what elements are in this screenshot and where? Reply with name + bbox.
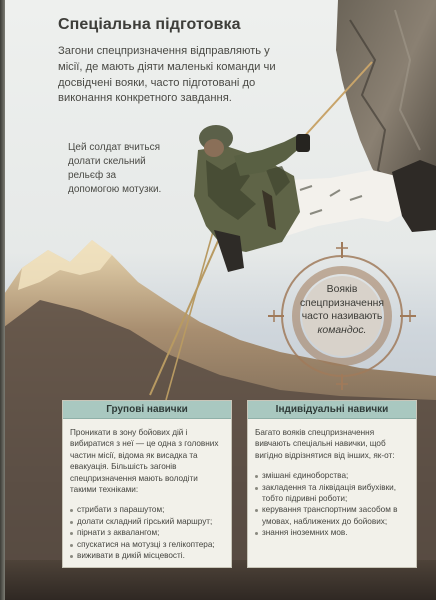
list-item: знання іноземних мов. [255,527,409,538]
callout-circle [272,250,412,360]
callout-line-3: часто називають [301,311,383,322]
callout-text [294,283,390,337]
list-item: закладення та ліквідація вибухівки, тобто підривні роботи; [255,482,409,505]
individual-skills-heading: Індивідуальні навички [248,401,416,419]
list-item: спускатися на мотузці з гелікоптера; [70,539,224,550]
intro-paragraph: Загони спецпризначення відправляють у місії, де мають діяти маленькі команди чи досвідчені вояки, часто підготовані до виконання конкретного завдання. [58,45,276,105]
individual-skills-intro: Багато вояків спецпризначення вивчають спеціальні навички, щоб вигідно відрізнятися від інших, як-от: [255,428,395,460]
group-skills-list [70,504,224,561]
page-title: Спеціальна підготовка [58,16,241,33]
list-item: керування транспортним засобом в умовах, наближених до бойових; [255,504,409,527]
callout-line-1: Вояків [326,284,358,295]
photo-caption: Цей солдат вчиться долати скельний рельєф за допомогою мотузки. [68,142,162,195]
callout-emphasis: командос. [317,324,367,336]
individual-skills-panel [247,400,417,568]
list-item: виживати в дикій місцевості. [70,550,224,561]
list-item: змішані єдиноборства; [255,470,409,481]
list-item: пірнати з аквалангом; [70,527,224,538]
page-spine [0,0,5,600]
group-skills-heading: Групові навички [63,401,231,419]
callout-line-2: спецпризначення [299,297,385,309]
individual-skills-list [255,470,409,538]
list-item: долати складний гірський маршрут; [70,516,224,527]
list-item: стрибати з парашутом; [70,504,224,515]
group-skills-panel [62,400,232,568]
group-skills-intro: Проникати в зону бойових дій і вибиратися з неї — це одна з головних частин місії, відома як висадка та евакуація. Більшість загонів спецпризначення мають володіти такими техніками: [70,428,219,495]
